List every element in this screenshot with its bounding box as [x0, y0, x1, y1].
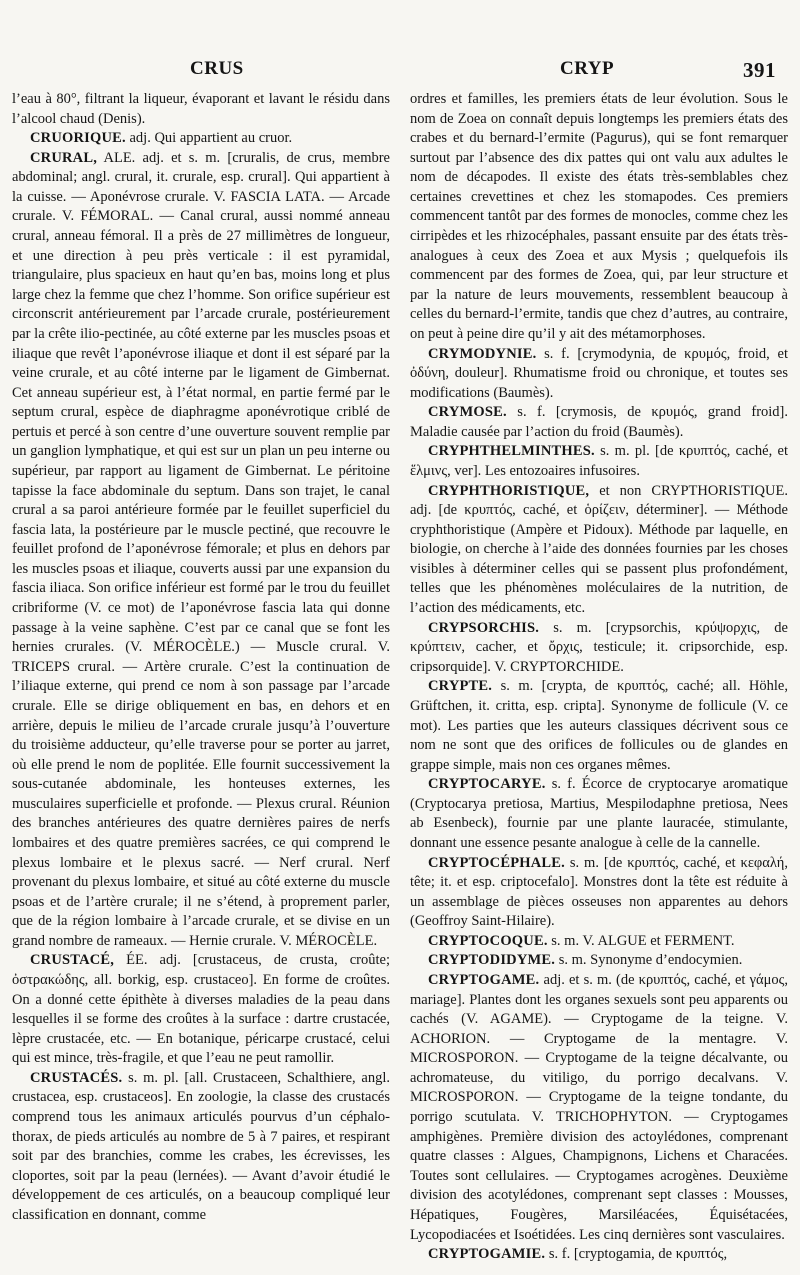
entry-crypte: CRYPTE. s. m. [crypta, de κρυπτός, caché; all. Höhle, Grüftchen, it. critta, esp. cripta]. Synonyme de follicule (V. ce mot). Les parties que les auteurs classiques décrivent sous ce nom ne sont que des orifices de follicules ou de glandes en grappe simple, mais non ces organes mêmes.: [410, 678, 788, 773]
header-right-word: CRYP: [560, 58, 615, 79]
paragraph: ordres et familles, les premiers états de leur évolution. Sous le nom de Zoea on connaît depuis longtemps les premiers états des crabes et du bernard-l’ermite (Pagurus), qui se font remarquer surtout par l’absence des dix pattes qui ont valu aux adultes le nom de décapodes. Il existe des états très-semblables chez certaines crevettines et chez les stomapodes. Ces premiers commencent tantôt par des formes de monocles, comme chez les cirripèdes et les rhizocéphales, passant ensuite par des états très-analogues à ceux des Zoea et aux Mysis ; quelquefois ils commencent par des formes de Zoea, qui, par leur structure et par la nature de leurs mouvements, ressemblent beaucoup à celles du bernard-l’ermite, tandis que chez d’autres, au contraire, on peut à peine dire qu’il y ait des métamorphoses.: [410, 91, 788, 342]
header-left-word: CRUS: [190, 58, 244, 79]
entry-crustaces: CRUSTACÉS. s. m. pl. [all. Crustaceen, Schalthiere, angl. crustacea, esp. crustaceos]. En zoologie, la classe des crustacés comprend tous les animaux articulés pourvus d’un céphalo-thorax, de pieds articulés au nombre de 5 à 7 paires, et respirant soit par des branchies, comme les crabes, les écrevisses, les cloportes, soit par la peau (lernées). — Avant d’avoir étudié le développement de ces articulés, on a beaucoup compliqué leur classification en donnant, comme: [12, 1069, 390, 1223]
right-column: [410, 90, 788, 1265]
entry-cryptocarye: CRYPTOCARYE. s. f. Écorce de cryptocarye aromatique (Cryptocarya pretiosa, Martius, Mespilodaphne pretiosa, Nees ab Esenbeck), fournie par une plante lauracée, stimulante, donnant une essence pesante analogue à celle de la cannelle.: [410, 776, 788, 851]
entry-cryptocoque: CRYPTOCOQUE. s. m. V. ALGUE et FERMENT.: [428, 932, 735, 949]
paragraph: l’eau à 80°, filtrant la liqueur, évaporant et lavant le résidu dans l’alcool chaud (Denis).: [12, 91, 390, 127]
entry-cryptogame: CRYPTOGAME. adj. et s. m. (de κρυπτός, caché, et γάμος, mariage]. Plantes dont les organes sexuels sont peu apparents ou cachés (V. AGAME). — Cryptogame de la teigne. V. ACHORION. — Cryptogame de la mentagre. V. MICROSPORON. — Cryptogame de la teigne décalvante, ou achromateuse, du vitiligo, du porrigo decalvans. V. MICROSPORON. — Cryptogame de la teigne tondante, du porrigo scutulata. V. TRICHOPHYTON. — Cryptogames amphigènes. Première division des actoylédones, comprenant quatre classes : Algues, Champignons, Lichens et Characées. Toutes sont cellulaires. — Cryptogames acrogènes. Deuxième division des acotylédones, comprenant sept classes : Mousses, Hépatiques, Fougères, Marsiléacées, Équisétacées, Lycopodiacées et Isoétidées. Les cinq dernières sont vasculaires.: [410, 972, 788, 1243]
entry-cryptodidyme: CRYPTODIDYME. s. m. Synonyme d’endocymien.: [428, 952, 743, 969]
entry-crural: CRURAL, ALE. adj. et s. m. [cruralis, de crus, membre abdominal; angl. crural, it. crurale, esp. crural]. Qui appartient à la cuisse. — Aponévrose crurale. V. FASCIA LATA. — Arcade crurale. V. FÉMORAL. — Canal crural, aussi nommé anneau crural, anneau fémoral. Il a près de 27 millimètres de longueur, et une direction à peu près verticale : il est pyramidal, triangulaire, plus spacieux en haut qu’en bas, moins long et plus large chez la femme que chez l’homme. Son orifice supérieur est circonscrit antérieurement par l’arcade crurale, postérieurement par la crête ilio-pectinée, au côté externe par les muscles psoas et iliaque que revêt l’aponévrose iliaque et dont il est séparé par la veine crurale, et au côté interne par le ligament de Gimbernat. Cet anneau supérieur est, à l’état normal, en partie fermé par le septum crural, espèce de diaphragme aponévrotique criblé de pertuis et percé à son centre d’une ouverture souvent remplie par un ganglion lymphatique, et qui est sur un plan un peu interne ou supérieur, par rapport au ligament de Gimbernat. Le péritoine tapisse la face abdominale du septum. Dans son trajet, le canal crural a sa paroi antérieure formée par le feuillet superficiel du fascia lata, la postérieure par le muscle pectiné, que recouvre le feuillet profond de l’aponévrose fémorale; et plus en dehors par les muscles psoas et iliaque, couverts aussi par une expansion du fascia iliaca. Son orifice inférieur est formé par le trou du feuillet cribriforme (V. ce mot) de l’aponévrose fascia lata qui donne passage à la veine saphène. C’est par ce canal que se font les hernies crurales. (V. MÉROCÈLE.) — Muscle crural. V. TRICEPS crural. — Artère crurale. C’est la continuation de l’iliaque externe, qui prend ce nom à son passage par l’arcade crurale. Elle se dirige obliquement en bas, en dehors et en arrière, depuis le milieu de l’arcade crurale jusqu’à l’ouverture du troisième adducteur, qu’elle traverse pour se porter au jarret, où elle prend le nom de poplitée. Elle fournit successivement la sous-cutanée abdominale, les honteuses externes, les musculaires superficielle et profonde. — Plexus crural. Réunion des branches antérieures des quatre dernières paires de nerfs lombaires et des quatre premières sacrées, ce qui comprend le plexus lombaire et le plexus sacré. — Nerf crural. Nerf provenant du plexus lombaire, et situé au côté externe du muscle psoas et de l’artère crurale; il ne s’étend, à proprement parler, que de la région lombaire à l’arcade crurale, et se divise en un grand nombre de rameaux. — Hernie crurale. V. MÉROCÈLE.: [12, 149, 390, 949]
entry-cryphthoristique: CRYPHTHORISTIQUE, et non CRYPTHORISTIQUE. adj. [de κρυπτός, caché, et ὁρίζειν, déterminer]. — Méthode cryphthoristique (Ampère et Pidoux). Méthode par laquelle, en biologie, on cherche à l’aide des données fournies par les choses visibles à déterminer celles qui se passent plus profondément, telles que les phénomènes moléculaires de la nutrition, de l’action des médicaments, etc.: [410, 482, 788, 617]
entry-crustace: CRUSTACÉ, ÉE. adj. [crustaceus, de crusta, croûte; ὀστρακώδης, all. borkig, esp. crustaceo]. En forme de croûtes. On a donné cette épithète à diverses maladies de la peau dans lesquelles il se forme des croûtes à la surface : dartre crustacée, lèpre crustacée, etc. — En botanique, péricarpe crustacé, celui qui est mince, très-fragile, et que l’eau ne peut ramollir.: [12, 952, 390, 1067]
entry-crypsorchis: CRYPSORCHIS. s. m. [crypsorchis, κρύψορχις, de κρύπτειν, cacher, et ὄρχις, testicule; it. cripsorchide, esp. cripsorquide]. V. CRYPTORCHIDE.: [410, 619, 788, 675]
page-number: 391: [743, 58, 776, 82]
entry-cryphthelminthes: CRYPHTHELMINTHES. s. m. pl. [de κρυπτός, caché, et ἕλμινς, ver]. Les entozoaires infusoires.: [410, 443, 788, 479]
entry-cryptogamie: CRYPTOGAMIE. s. f. [cryptogamia, de κρυπτός,: [428, 1246, 728, 1263]
entry-crymose: CRYMOSE. s. f. [crymosis, de κρυμός, grand froid]. Maladie causée par l’action du froid (Baumès).: [410, 404, 788, 440]
left-column: [12, 90, 390, 1226]
entry-cryptocephale: CRYPTOCÉPHALE. s. m. [de κρυπτός, caché, et κεφαλή, tête; it. et esp. criptocefalo]. Monstres dont la tête est réduite à un assemblage de pièces osseuses non apparentes au dehors (Geoffroy Saint-Hilaire).: [410, 854, 788, 930]
entry-crymodynie: CRYMODYNIE. s. f. [crymodynia, de κρυμός, froid, et ὀδύνη, douleur]. Rhumatisme froid ou chronique, et toutes ses modifications (Baumès).: [410, 345, 788, 401]
running-header: [0, 58, 800, 84]
entry-cruorique: CRUORIQUE. adj. Qui appartient au cruor.: [30, 130, 293, 147]
